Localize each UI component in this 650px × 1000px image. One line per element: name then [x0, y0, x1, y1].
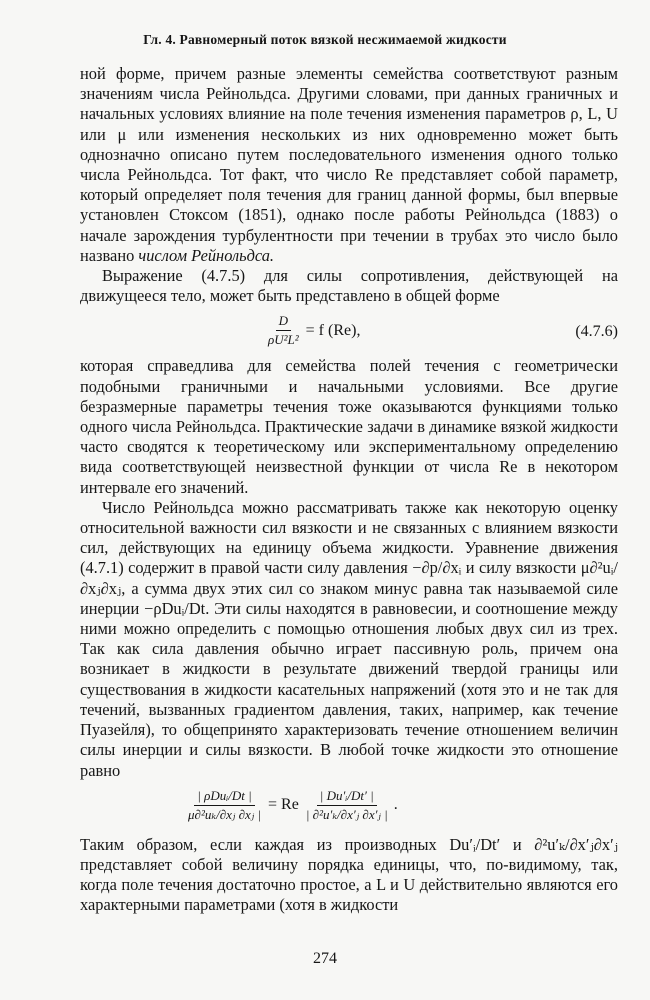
ratio-right-numerator: | Du′ᵢ/Dt′ | [317, 789, 377, 806]
page-number: 274 [313, 950, 337, 967]
emphasis-term: числом Рейнольдса. [138, 245, 275, 265]
ratio-middle: = Re [268, 796, 299, 814]
paragraph-3: которая справедлива для семейства полей течения с геометрически подобными граничными и начальными условиями. Все другие безразмерные параметры течения тоже оказываются функциями только одного числа Рейнольдса. Практические задачи в динамике вязкой жидкости часто сводятся к теоретическому или экспериментальному определению вида соответствующей неизвестной функции от числа Re в некотором интервале его значений. [80, 356, 618, 497]
main-text [80, 64, 618, 916]
paragraph-2: Выражение (4.7.5) для силы сопротивления, действующей на движущееся тело, может быть представлено в общей форме [80, 266, 618, 306]
equation-denominator: ρU²L² [268, 332, 299, 348]
ratio-left-numerator: | ρDuᵢ/Dt | [194, 789, 254, 806]
paragraph-1 [80, 64, 618, 266]
ratio-right-denominator: | ∂²u′ₖ/∂x′ⱼ ∂x′ⱼ | [305, 806, 388, 822]
ratio-left-denominator: μ∂²uₖ/∂xⱼ ∂xⱼ | [188, 806, 262, 822]
equation-label: (4.7.6) [575, 323, 618, 341]
equation-ratio [80, 785, 618, 833]
equation-rhs: = f (Re), [305, 321, 361, 339]
ratio-left-fraction [185, 789, 264, 822]
paragraph-1-text: ной форме, причем разные элементы семейства соответствуют разным значениям числа Рейнольдса. Другими словами, при данных граничных и начальных условиях влияние на поле течения изменения параметров ρ, L, U или μ или изменения нескольких из них одновременно может быть однозначно описано путем последовательного изменения одного только числа Рейнольдса. Тот факт, что число Re представляет собой параметр, который определяет поля течения для границ данной формы, был впервые установлен Стоксом (1851), однако после работы Рейнольдса (1883) о начале зарождения турбулентности при течении в трубах это число было названо [80, 64, 618, 265]
equation-fraction [265, 314, 302, 347]
equation-numerator: D [276, 314, 291, 331]
running-header: Гл. 4. Равномерный поток вязкой несжимаемой жидкости [143, 32, 507, 47]
paragraph-4: Число Рейнольдса можно рассматривать также как некоторую оценку относительной важности сил вязкости и не связанных с влиянием вязкости сил, действующих на единицу объема жидкости. Уравнение движения (4.7.1) содержит в правой части силу давления −∂p/∂xᵢ и силу вязкости μ∂²uᵢ/∂xⱼ∂xⱼ, а сумма двух этих сил со знаком минус равна так называемой силе инерции −ρDuᵢ/Dt. Эти силы находятся в равновесии, и соотношение между ними можно определить с помощью отношения любых двух сил из трех. Так как сила давления обычно играет пассивную роль, причем она возникает в жидкости в результате движений твердой границы или существования в жидкости касательных напряжений (хотя это и не так для течений, вызванных градиентом давления, таких, например, как течение Пуазейля), то общепринято характеризовать течение отношением величин силы инерции и силы вязкости. В любой точке жидкости это отношение равно [80, 497, 618, 780]
ratio-right-fraction [303, 789, 391, 822]
paragraph-5: Таким образом, если каждая из производных Du′ᵢ/Dt′ и ∂²u′ₖ/∂x′ⱼ∂x′ⱼ представляет собой величину порядка единицы, что, по-видимому, так, когда поле течения достаточно простое, а L и U действительно являются его характерными параметрами (хотя в жидкости [80, 834, 618, 915]
equation-4-7-6 [80, 308, 618, 352]
ratio-end: . [393, 796, 398, 814]
